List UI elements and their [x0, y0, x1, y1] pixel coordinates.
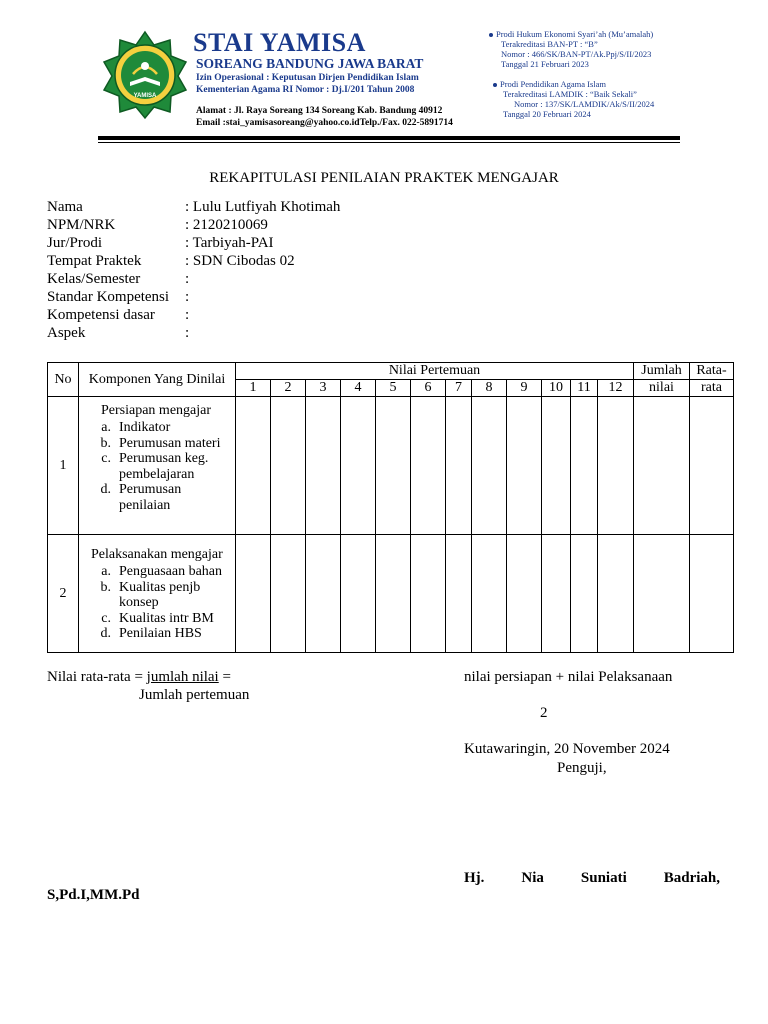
- jumlah-cell[interactable]: [634, 397, 690, 535]
- score-cell[interactable]: [571, 535, 598, 653]
- document-title: REKAPITULASI PENILAIAN PRAKTEK MENGAJAR: [209, 170, 559, 186]
- field-label-npm: NPM/NRK: [47, 217, 116, 233]
- operational-permit-line-2: Kementerian Agama RI Nomor : Dj.I/201 Tahun 2008: [196, 85, 415, 95]
- field-value-kompetensi: :: [185, 307, 190, 323]
- meeting-header: 7: [446, 380, 472, 397]
- col-header-komponen: Komponen Yang Dinilai: [79, 363, 236, 397]
- score-cell[interactable]: [472, 397, 507, 535]
- meeting-header: 6: [411, 380, 446, 397]
- field-value-tempat: : SDN Cibodas 02: [185, 253, 295, 269]
- component-cell: [79, 397, 236, 535]
- score-cell[interactable]: [446, 397, 472, 535]
- table-header-row-1: [48, 363, 734, 380]
- field-value-npm: : 2120210069: [185, 217, 268, 233]
- score-cell[interactable]: [446, 535, 472, 653]
- field-value-nama: : Lulu Lutfiyah Khotimah: [185, 199, 341, 215]
- meeting-header: 3: [306, 380, 341, 397]
- meeting-header: 11: [571, 380, 598, 397]
- component-cell: [79, 535, 236, 653]
- meeting-header: 1: [236, 380, 271, 397]
- score-cell[interactable]: [306, 535, 341, 653]
- score-cell[interactable]: [271, 397, 306, 535]
- jumlah-cell[interactable]: [634, 535, 690, 653]
- header-divider-thin: [98, 142, 680, 143]
- col-header-nilai-pertemuan: Nilai Pertemuan: [236, 363, 634, 380]
- score-cell[interactable]: [507, 535, 542, 653]
- score-cell[interactable]: [411, 535, 446, 653]
- score-cell[interactable]: [236, 397, 271, 535]
- col-header-jumlah: Jumlah: [634, 363, 690, 380]
- field-value-aspek: :: [185, 325, 190, 341]
- operational-permit-line-1: Izin Operasional : Keputusan Dirjen Pendidikan Islam: [196, 73, 419, 83]
- institution-location: SOREANG BANDUNG JAWA BARAT: [196, 56, 424, 71]
- list-item: a. Penguasaan bahan: [101, 564, 223, 579]
- formula-numerator: jumlah nilai: [146, 669, 219, 685]
- institution-address: Alamat : Jl. Raya Soreang 134 Soreang Kab. Bandung 40912: [196, 106, 443, 116]
- component-heading: Persiapan mengajar: [101, 403, 212, 418]
- meeting-header: 4: [341, 380, 376, 397]
- list-item: b. Perumusan materi: [100, 435, 221, 451]
- institution-logo: [100, 30, 190, 120]
- score-cell[interactable]: [341, 535, 376, 653]
- rata-cell[interactable]: [690, 535, 734, 653]
- institution-name: STAI YAMISA: [193, 28, 366, 57]
- field-label-standar: Standar Kompetensi: [47, 289, 170, 305]
- field-label-aspek: Aspek: [47, 325, 86, 341]
- row-number: 2: [48, 535, 79, 653]
- place-date: Kutawaringin, 20 November 2024: [464, 741, 670, 757]
- col-header-rata: Rata-: [690, 363, 734, 380]
- table-row: [48, 397, 734, 535]
- score-cell[interactable]: [341, 397, 376, 535]
- row-number: 1: [48, 397, 79, 535]
- formula-left: Nilai rata-rata = jumlah nilai =: [47, 669, 231, 685]
- field-label-prodi: Jur/Prodi: [47, 235, 103, 251]
- svg-text:YAMISA: YAMISA: [133, 93, 157, 99]
- component-heading: Pelaksanakan mengajar: [91, 547, 223, 562]
- score-cell[interactable]: [376, 535, 411, 653]
- bullet-icon: [489, 33, 493, 37]
- table-row: [48, 535, 734, 653]
- meeting-header: 5: [376, 380, 411, 397]
- score-cell[interactable]: [472, 535, 507, 653]
- score-cell[interactable]: [507, 397, 542, 535]
- list-item: d. Penilaian HBS: [100, 626, 202, 641]
- field-value-prodi: : Tarbiyah-PAI: [185, 235, 274, 251]
- meeting-header: 9: [507, 380, 542, 397]
- score-cell[interactable]: [542, 535, 571, 653]
- examiner-name: Hj. Nia Suniati Badriah,: [464, 870, 720, 886]
- list-item: b. Kualitas penjb konsep: [100, 579, 201, 610]
- formula-right-numerator: nilai persiapan + nilai Pelaksanaan: [464, 669, 673, 685]
- meeting-header: 8: [472, 380, 507, 397]
- assessment-table: [47, 362, 734, 653]
- score-cell[interactable]: [411, 397, 446, 535]
- col-header-rata-sub: rata: [690, 380, 734, 397]
- institution-email: Email :stai_yamisasoreang@yahoo.co.idTelp./Fax. 022-5891714: [196, 118, 453, 128]
- accreditation-pai: Prodi Pendidikan Agama Islam Terakreditasi LAMDIK : “Baik Sekali” Nomor : 137/SK/LAMDIK/Ak/S/II/2024 Tanggal 20 Februari 2024: [493, 79, 654, 119]
- field-value-standar: :: [185, 289, 190, 305]
- field-label-nama: Nama: [47, 199, 83, 215]
- list-item: a. Indikator: [101, 420, 171, 435]
- score-cell[interactable]: [376, 397, 411, 535]
- meeting-header: 12: [598, 380, 634, 397]
- formula-denominator: Jumlah pertemuan: [139, 687, 250, 703]
- examiner-degree: S,Pd.I,MM.Pd: [47, 887, 140, 903]
- examiner-role: Penguji,: [557, 760, 607, 776]
- col-header-no: No: [48, 363, 79, 397]
- field-label-kompetensi: Kompetensi dasar: [47, 307, 155, 323]
- formula-right-denominator: 2: [540, 705, 548, 721]
- score-cell[interactable]: [542, 397, 571, 535]
- rata-cell[interactable]: [690, 397, 734, 535]
- score-cell[interactable]: [571, 397, 598, 535]
- list-item: c. Perumusan keg. pembelajaran: [101, 451, 209, 482]
- list-item: c. Kualitas intr BM: [101, 610, 214, 626]
- score-cell[interactable]: [598, 397, 634, 535]
- score-cell[interactable]: [306, 397, 341, 535]
- score-cell[interactable]: [598, 535, 634, 653]
- field-label-kelas: Kelas/Semester: [47, 271, 141, 287]
- score-cell[interactable]: [236, 535, 271, 653]
- field-value-kelas: :: [185, 271, 190, 287]
- meeting-header: 10: [542, 380, 571, 397]
- meeting-header: 2: [271, 380, 306, 397]
- list-item: d. Perumusan penilaian: [100, 482, 182, 513]
- accreditation-hes: Prodi Hukum Ekonomi Syari’ah (Mu’amalah) Terakreditasi BAN-PT : “B” Nomor : 466/SK/BAN-PT/Ak.Ppj/S/II/2023 Tanggal 21 Februari 2023: [489, 29, 653, 69]
- score-cell[interactable]: [271, 535, 306, 653]
- field-label-tempat: Tempat Praktek: [47, 253, 142, 269]
- bullet-icon: [493, 83, 497, 87]
- col-header-jumlah-sub: nilai: [634, 380, 690, 397]
- header-divider-thick: [98, 136, 680, 140]
